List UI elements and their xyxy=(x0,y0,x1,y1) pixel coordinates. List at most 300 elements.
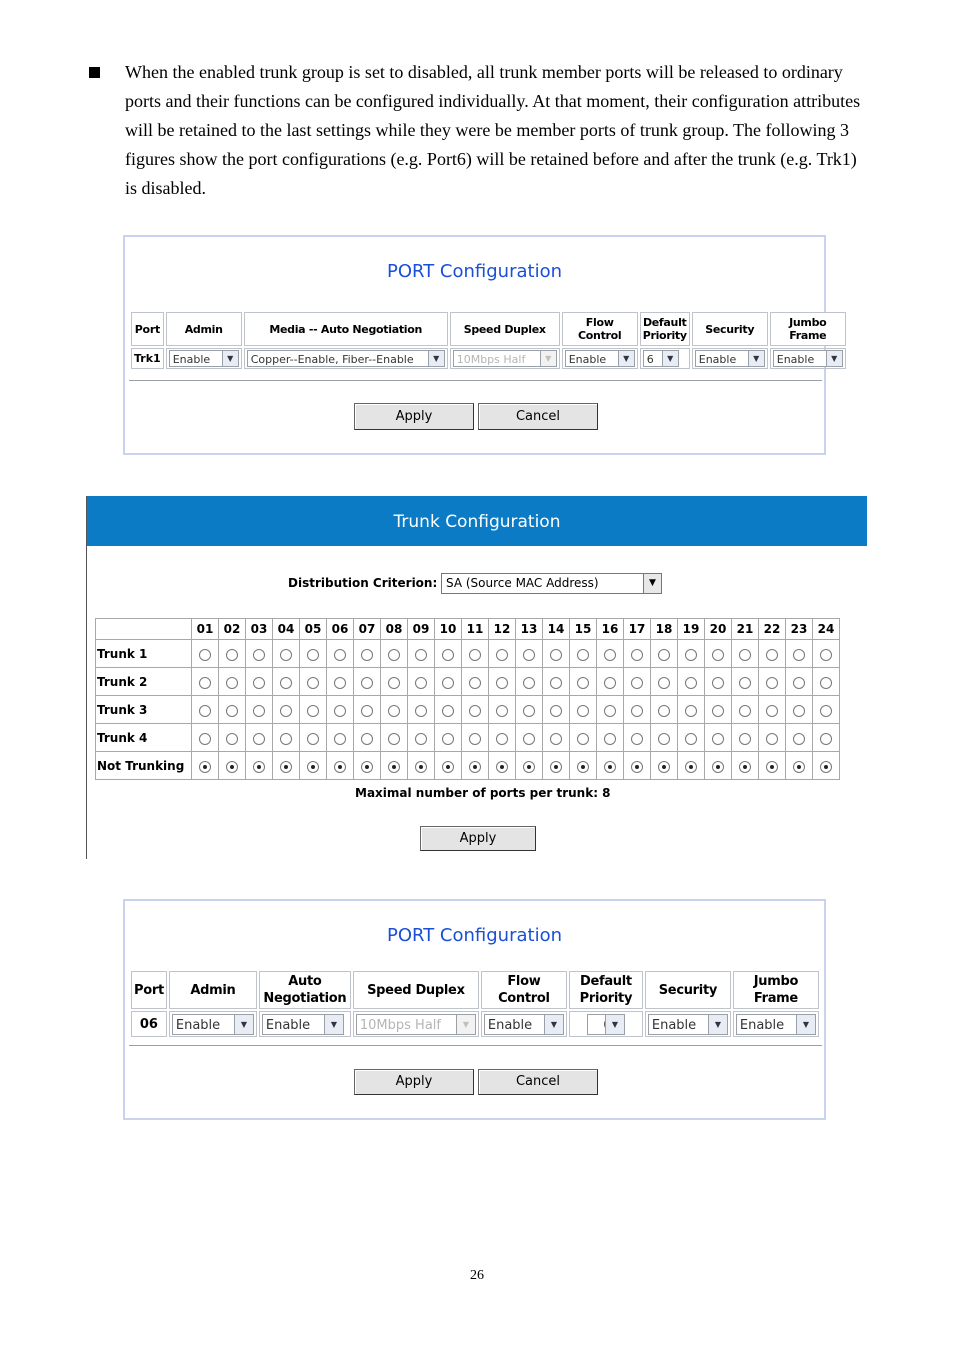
radio-cell xyxy=(759,752,786,780)
port-radio[interactable] xyxy=(226,705,238,717)
port-radio[interactable] xyxy=(550,705,562,717)
port-radio[interactable] xyxy=(550,761,562,773)
radio-cell xyxy=(651,752,678,780)
header-auto-negotiation: Auto Negotiation xyxy=(259,971,351,1009)
flow-cell xyxy=(481,1011,567,1037)
radio-cell xyxy=(219,640,246,668)
port-radio[interactable] xyxy=(820,705,832,717)
radio-cell xyxy=(597,696,624,724)
port-radio[interactable] xyxy=(550,733,562,745)
header-security: Security xyxy=(645,971,731,1009)
cancel-button[interactable]: Cancel xyxy=(478,403,598,430)
trunk-row-label: Trunk 1 xyxy=(96,640,192,668)
priority-select[interactable]: 6 ▼ xyxy=(643,350,679,367)
port-radio[interactable] xyxy=(226,733,238,745)
radio-cell xyxy=(246,668,273,696)
radio-cell xyxy=(489,640,516,668)
trunk-table xyxy=(95,618,840,780)
radio-cell xyxy=(381,668,408,696)
radio-cell xyxy=(462,696,489,724)
port-radio[interactable] xyxy=(199,705,211,717)
port-radio[interactable] xyxy=(280,733,292,745)
radio-cell xyxy=(300,752,327,780)
radio-cell xyxy=(570,752,597,780)
priority-select[interactable] xyxy=(587,1014,625,1035)
header-port: Port xyxy=(131,312,164,346)
port-radio[interactable] xyxy=(523,733,535,745)
port-header: 10 xyxy=(435,619,462,640)
port-radio[interactable] xyxy=(766,733,778,745)
port-radio[interactable] xyxy=(334,761,346,773)
port-radio[interactable] xyxy=(388,677,400,689)
cancel-button[interactable]: Cancel xyxy=(478,1069,598,1095)
radio-cell xyxy=(300,640,327,668)
port-radio[interactable] xyxy=(766,677,778,689)
radio-cell xyxy=(381,696,408,724)
radio-cell xyxy=(705,696,732,724)
radio-cell xyxy=(327,668,354,696)
radio-cell xyxy=(435,640,462,668)
chevron-down-icon: ▼ xyxy=(748,351,764,366)
port-radio[interactable] xyxy=(766,649,778,661)
square-bullet-icon xyxy=(89,67,100,78)
radio-cell xyxy=(543,668,570,696)
radio-cell xyxy=(192,752,219,780)
port-radio[interactable] xyxy=(739,705,751,717)
port-radio[interactable] xyxy=(739,761,751,773)
trunk-row xyxy=(96,696,840,724)
port-radio[interactable] xyxy=(685,677,697,689)
port-radio[interactable] xyxy=(658,705,670,717)
distribution-select[interactable]: SA (Source MAC Address) ▼ xyxy=(441,573,662,594)
radio-cell xyxy=(381,724,408,752)
port-config-table-2 xyxy=(129,969,821,1039)
admin-cell xyxy=(166,348,242,369)
speed-cell xyxy=(353,1011,479,1037)
port-radio[interactable] xyxy=(442,733,454,745)
port-radio[interactable] xyxy=(415,733,427,745)
radio-cell xyxy=(813,668,840,696)
port-radio[interactable] xyxy=(442,761,454,773)
port-radio[interactable] xyxy=(334,649,346,661)
radio-cell xyxy=(786,724,813,752)
flow-control-select[interactable]: Enable ▼ xyxy=(565,350,635,367)
header-port: Port xyxy=(131,971,167,1009)
radio-cell xyxy=(597,724,624,752)
port-radio[interactable] xyxy=(631,761,643,773)
radio-cell xyxy=(354,696,381,724)
radio-cell xyxy=(651,724,678,752)
port-radio[interactable] xyxy=(361,649,373,661)
port-radio[interactable] xyxy=(523,761,535,773)
port-radio[interactable] xyxy=(577,705,589,717)
radio-cell xyxy=(219,696,246,724)
corner-cell xyxy=(96,619,192,640)
speed-cell xyxy=(450,348,560,369)
radio-cell xyxy=(786,696,813,724)
radio-cell xyxy=(543,640,570,668)
header-media: Media -- Auto Negotiation xyxy=(244,312,448,346)
port-radio[interactable] xyxy=(280,649,292,661)
port-radio[interactable] xyxy=(658,761,670,773)
port-radio[interactable] xyxy=(253,649,265,661)
radio-cell xyxy=(246,696,273,724)
radio-cell xyxy=(732,668,759,696)
radio-cell xyxy=(570,668,597,696)
port-header: 06 xyxy=(327,619,354,640)
radio-cell xyxy=(624,752,651,780)
divider xyxy=(129,380,822,381)
trunk-title: Trunk Configuration xyxy=(87,496,867,546)
chevron-down-icon: ▼ xyxy=(324,1015,343,1034)
port-radio[interactable] xyxy=(577,733,589,745)
port-radio[interactable] xyxy=(361,733,373,745)
radio-cell xyxy=(597,752,624,780)
radio-cell xyxy=(462,752,489,780)
radio-cell xyxy=(678,724,705,752)
port-header: 04 xyxy=(273,619,300,640)
port-radio[interactable] xyxy=(658,733,670,745)
chevron-down-icon: ▼ xyxy=(234,1015,253,1034)
header-default-priority: Default Priority xyxy=(569,971,643,1009)
port-radio[interactable] xyxy=(307,677,319,689)
port-radio[interactable] xyxy=(631,733,643,745)
security-cell xyxy=(645,1011,731,1037)
distribution-label: Distribution Criterion: xyxy=(288,576,438,590)
port-radio[interactable] xyxy=(604,733,616,745)
port-radio[interactable] xyxy=(388,649,400,661)
port-radio[interactable] xyxy=(280,677,292,689)
port-radio[interactable] xyxy=(415,677,427,689)
port-header: 13 xyxy=(516,619,543,640)
port-radio[interactable] xyxy=(469,677,481,689)
port-radio[interactable] xyxy=(712,649,724,661)
radio-cell xyxy=(597,640,624,668)
port-radio[interactable] xyxy=(739,677,751,689)
port-radio[interactable] xyxy=(496,649,508,661)
port-radio[interactable] xyxy=(442,677,454,689)
chevron-down-icon: ▼ xyxy=(796,1015,815,1034)
port-radio[interactable] xyxy=(631,649,643,661)
radio-cell xyxy=(732,752,759,780)
jumbo-frame-select[interactable]: Enable ▼ xyxy=(773,350,843,367)
panel-title: PORT Configuration xyxy=(386,261,562,282)
port-header: 07 xyxy=(354,619,381,640)
header-admin: Admin xyxy=(166,312,242,346)
port-radio[interactable] xyxy=(307,649,319,661)
max-ports-note: Maximal number of ports per trunk: 8 xyxy=(355,786,611,800)
trunk-apply-button[interactable]: Apply xyxy=(420,826,536,851)
radio-cell xyxy=(435,752,462,780)
admin-select[interactable]: Enable ▼ xyxy=(172,1014,254,1035)
port-radio[interactable] xyxy=(334,733,346,745)
chevron-down-icon: ▼ xyxy=(540,351,556,366)
radio-cell xyxy=(273,724,300,752)
radio-cell xyxy=(678,668,705,696)
port-radio[interactable] xyxy=(496,733,508,745)
port-radio[interactable] xyxy=(469,649,481,661)
port-radio[interactable] xyxy=(307,705,319,717)
radio-cell xyxy=(705,640,732,668)
port-radio[interactable] xyxy=(469,761,481,773)
chevron-down-icon: ▼ xyxy=(643,574,661,593)
port-radio[interactable] xyxy=(442,705,454,717)
port-config-panel-2 xyxy=(123,899,826,1120)
radio-cell xyxy=(489,696,516,724)
radio-cell xyxy=(570,724,597,752)
port-radio[interactable] xyxy=(739,649,751,661)
radio-cell xyxy=(786,668,813,696)
panel-title: PORT Configuration xyxy=(386,925,562,946)
port-radio[interactable] xyxy=(685,649,697,661)
port-radio[interactable] xyxy=(199,733,211,745)
radio-cell xyxy=(813,724,840,752)
radio-cell xyxy=(219,724,246,752)
chevron-down-icon: ▼ xyxy=(605,1015,624,1034)
radio-cell xyxy=(381,640,408,668)
security-select[interactable]: Enable ▼ xyxy=(648,1014,728,1035)
port-radio[interactable] xyxy=(523,705,535,717)
radio-cell xyxy=(489,724,516,752)
port-radio[interactable] xyxy=(712,733,724,745)
radio-cell xyxy=(759,668,786,696)
radio-cell xyxy=(408,752,435,780)
radio-cell xyxy=(408,640,435,668)
speed-duplex-select: 10Mbps Half ▼ xyxy=(356,1014,476,1035)
port-header: 01 xyxy=(192,619,219,640)
port-radio[interactable] xyxy=(793,761,805,773)
port-radio[interactable] xyxy=(577,677,589,689)
port-header: 19 xyxy=(678,619,705,640)
radio-cell xyxy=(435,696,462,724)
radio-cell xyxy=(435,668,462,696)
apply-button[interactable]: Apply xyxy=(354,403,474,430)
port-radio[interactable] xyxy=(388,733,400,745)
jumbo-cell xyxy=(770,348,846,369)
radio-cell xyxy=(354,668,381,696)
port-radio[interactable] xyxy=(199,761,211,773)
security-select[interactable]: Enable ▼ xyxy=(695,350,765,367)
port-radio[interactable] xyxy=(685,705,697,717)
port-name: 06 xyxy=(131,1011,167,1037)
priority-cell xyxy=(640,348,690,369)
radio-cell xyxy=(462,668,489,696)
port-radio[interactable] xyxy=(793,705,805,717)
radio-cell xyxy=(327,696,354,724)
port-radio[interactable] xyxy=(658,649,670,661)
port-radio[interactable] xyxy=(334,705,346,717)
port-radio[interactable] xyxy=(766,705,778,717)
port-radio[interactable] xyxy=(793,733,805,745)
radio-cell xyxy=(570,640,597,668)
radio-cell xyxy=(462,640,489,668)
port-radio[interactable] xyxy=(820,649,832,661)
port-radio[interactable] xyxy=(253,761,265,773)
radio-cell xyxy=(759,640,786,668)
port-header: 03 xyxy=(246,619,273,640)
port-header: 14 xyxy=(543,619,570,640)
port-radio[interactable] xyxy=(307,733,319,745)
radio-cell xyxy=(813,752,840,780)
apply-button[interactable]: Apply xyxy=(354,1069,474,1095)
header-jumbo-frame: Jumbo Frame xyxy=(733,971,819,1009)
radio-cell xyxy=(300,668,327,696)
radio-cell xyxy=(813,696,840,724)
port-radio[interactable] xyxy=(280,761,292,773)
port-radio[interactable] xyxy=(253,705,265,717)
port-radio[interactable] xyxy=(361,761,373,773)
security-cell xyxy=(692,348,768,369)
chevron-down-icon: ▼ xyxy=(662,351,678,366)
port-radio[interactable] xyxy=(604,677,616,689)
radio-cell xyxy=(192,640,219,668)
header-speed-duplex: Speed Duplex xyxy=(450,312,560,346)
auto-negotiation-select[interactable]: Enable ▼ xyxy=(262,1014,344,1035)
radio-cell xyxy=(624,668,651,696)
port-radio[interactable] xyxy=(226,649,238,661)
radio-cell xyxy=(624,696,651,724)
chevron-down-icon: ▼ xyxy=(618,351,634,366)
port-radio[interactable] xyxy=(469,733,481,745)
port-header: 18 xyxy=(651,619,678,640)
port-radio[interactable] xyxy=(523,677,535,689)
chevron-down-icon: ▼ xyxy=(456,1015,475,1034)
radio-cell xyxy=(651,668,678,696)
trunk-row xyxy=(96,752,840,780)
port-radio[interactable] xyxy=(658,677,670,689)
port-radio[interactable] xyxy=(253,677,265,689)
radio-cell xyxy=(408,724,435,752)
port-radio[interactable] xyxy=(793,649,805,661)
port-radio[interactable] xyxy=(469,705,481,717)
header-admin: Admin xyxy=(169,971,257,1009)
port-radio[interactable] xyxy=(280,705,292,717)
radio-cell xyxy=(219,668,246,696)
port-radio[interactable] xyxy=(496,677,508,689)
radio-cell xyxy=(759,696,786,724)
port-radio[interactable] xyxy=(604,705,616,717)
radio-cell xyxy=(516,668,543,696)
port-radio[interactable] xyxy=(712,677,724,689)
port-radio[interactable] xyxy=(307,761,319,773)
radio-cell xyxy=(813,640,840,668)
port-radio[interactable] xyxy=(496,761,508,773)
port-radio[interactable] xyxy=(739,733,751,745)
port-radio[interactable] xyxy=(361,677,373,689)
port-header: 24 xyxy=(813,619,840,640)
port-radio[interactable] xyxy=(226,677,238,689)
port-radio[interactable] xyxy=(415,649,427,661)
radio-cell xyxy=(327,724,354,752)
radio-cell xyxy=(705,724,732,752)
port-radio[interactable] xyxy=(199,649,211,661)
header-speed-duplex: Speed Duplex xyxy=(353,971,479,1009)
port-radio[interactable] xyxy=(523,649,535,661)
divider xyxy=(129,1045,822,1046)
port-radio[interactable] xyxy=(820,677,832,689)
port-radio[interactable] xyxy=(685,733,697,745)
jumbo-frame-select[interactable]: Enable ▼ xyxy=(736,1014,816,1035)
radio-cell xyxy=(543,752,570,780)
flow-control-select[interactable]: Enable ▼ xyxy=(484,1014,564,1035)
port-radio[interactable] xyxy=(388,705,400,717)
port-radio[interactable] xyxy=(631,677,643,689)
port-radio[interactable] xyxy=(550,649,562,661)
port-header: 17 xyxy=(624,619,651,640)
port-radio[interactable] xyxy=(442,649,454,661)
trunk-row-label: Not Trunking xyxy=(96,752,192,780)
radio-cell xyxy=(300,696,327,724)
port-radio[interactable] xyxy=(604,761,616,773)
chevron-down-icon: ▼ xyxy=(222,351,238,366)
radio-cell xyxy=(462,724,489,752)
media-select[interactable]: Copper--Enable, Fiber--Enable ▼ xyxy=(247,350,445,367)
port-radio[interactable] xyxy=(496,705,508,717)
radio-cell xyxy=(192,668,219,696)
port-header: 09 xyxy=(408,619,435,640)
port-radio[interactable] xyxy=(712,761,724,773)
radio-cell xyxy=(273,696,300,724)
admin-select[interactable]: Enable ▼ xyxy=(169,350,239,367)
radio-cell xyxy=(705,668,732,696)
radio-cell xyxy=(732,640,759,668)
trunk-row xyxy=(96,668,840,696)
priority-cell xyxy=(569,1011,643,1037)
port-radio[interactable] xyxy=(820,733,832,745)
radio-cell xyxy=(354,724,381,752)
radio-cell xyxy=(192,724,219,752)
port-radio[interactable] xyxy=(685,761,697,773)
port-radio[interactable] xyxy=(226,761,238,773)
jumbo-cell xyxy=(733,1011,819,1037)
port-radio[interactable] xyxy=(334,677,346,689)
radio-cell xyxy=(300,724,327,752)
radio-cell xyxy=(354,640,381,668)
port-radio[interactable] xyxy=(793,677,805,689)
port-radio[interactable] xyxy=(820,761,832,773)
radio-cell xyxy=(408,668,435,696)
radio-cell xyxy=(273,640,300,668)
port-radio[interactable] xyxy=(577,761,589,773)
port-radio[interactable] xyxy=(577,649,589,661)
port-radio[interactable] xyxy=(604,649,616,661)
port-radio[interactable] xyxy=(199,677,211,689)
port-header: 02 xyxy=(219,619,246,640)
radio-cell xyxy=(327,640,354,668)
port-radio[interactable] xyxy=(361,705,373,717)
port-radio[interactable] xyxy=(766,761,778,773)
speed-duplex-select: 10Mbps Half ▼ xyxy=(453,350,557,367)
radio-cell xyxy=(678,752,705,780)
port-radio[interactable] xyxy=(550,677,562,689)
flow-cell xyxy=(562,348,638,369)
trunk-row-label: Trunk 2 xyxy=(96,668,192,696)
port-radio[interactable] xyxy=(253,733,265,745)
radio-cell xyxy=(786,640,813,668)
port-radio[interactable] xyxy=(712,705,724,717)
radio-cell xyxy=(489,752,516,780)
port-radio[interactable] xyxy=(631,705,643,717)
radio-cell xyxy=(192,696,219,724)
header-flow-control: Flow Control xyxy=(481,971,567,1009)
port-radio[interactable] xyxy=(415,761,427,773)
header-security: Security xyxy=(692,312,768,346)
header-jumbo-frame: Jumbo Frame xyxy=(770,312,846,346)
radio-cell xyxy=(516,752,543,780)
radio-cell xyxy=(273,752,300,780)
port-radio[interactable] xyxy=(388,761,400,773)
port-radio[interactable] xyxy=(415,705,427,717)
